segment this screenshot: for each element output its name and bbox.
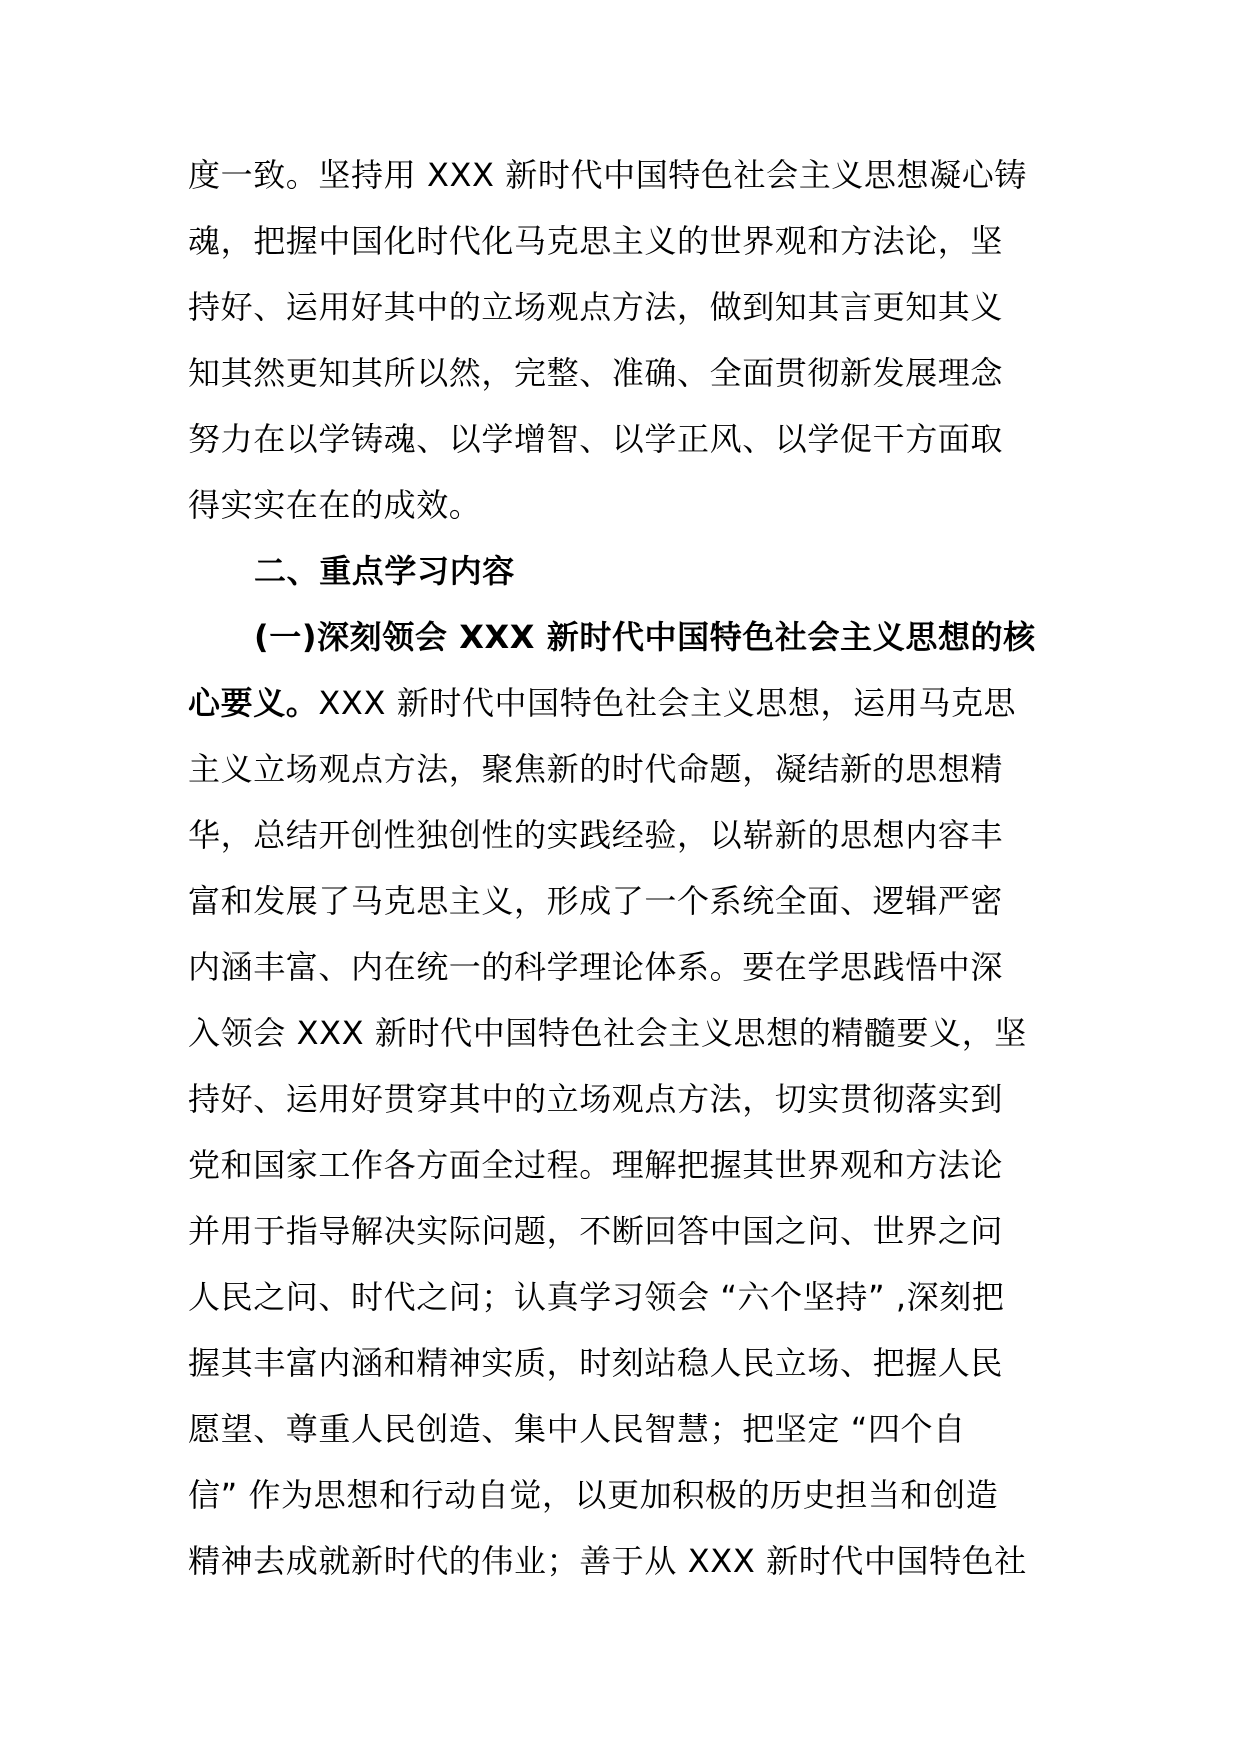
paragraph-line: 并用于指导解决实际问题，不断回答中国之问、世界之问 [188,1212,1004,1250]
subsection-heading: (一)深刻领会 XXX 新时代中国特色社会主义思想的核 [254,618,1036,656]
paragraph-line: 努力在以学铸魂、以学增智、以学正风、以学促干方面取 [188,420,1004,458]
paragraph-line: 内涵丰富、内在统一的科学理论体系。要在学思践悟中深 [188,948,1004,986]
paragraph-line: 愿望、尊重人民创造、集中人民智慧；把坚定 “四个自 [188,1410,966,1448]
paragraph-line: 得实实在在的成效。 [188,486,482,524]
paragraph-line: 魂，把握中国化时代化马克思主义的世界观和方法论，坚 [188,222,1004,260]
paragraph-line: 人民之问、时代之问；认真学习领会 “六个坚持” ,深刻把 [188,1278,1005,1316]
paragraph-line: 持好、运用好其中的立场观点方法，做到知其言更知其义 [188,288,1004,326]
subsection-text: XXX 新时代中国特色社会主义思想，运用马克思 [318,684,1017,722]
document-body [188,142,1058,1594]
paragraph-line: 信” 作为思想和行动自觉，以更加积极的历史担当和创造 [188,1476,999,1514]
paragraph-line: 党和国家工作各方面全过程。理解把握其世界观和方法论 [188,1146,1004,1184]
paragraph-line: 度一致。坚持用 XXX 新时代中国特色社会主义思想凝心铸 [188,156,1027,194]
paragraph-line: 精神去成就新时代的伟业；善于从 XXX 新时代中国特色社 [188,1542,1027,1580]
paragraph-line: 持好、运用好贯穿其中的立场观点方法，切实贯彻落实到 [188,1080,1004,1118]
section-heading: 二、重点学习内容 [254,552,515,590]
paragraph-line: 入领会 XXX 新时代中国特色社会主义思想的精髓要义，坚 [188,1014,1027,1052]
paragraph-line: 富和发展了马克思主义，形成了一个系统全面、逻辑严密 [188,882,1004,920]
paragraph-line: 知其然更知其所以然，完整、准确、全面贯彻新发展理念 [188,354,1004,392]
subsection-heading-end: 心要义。 [188,684,319,722]
paragraph-line: 握其丰富内涵和精神实质，时刻站稳人民立场、把握人民 [188,1344,1004,1382]
subsection-line-mixed [188,670,1058,736]
paragraph-line: 华，总结开创性独创性的实践经验，以崭新的思想内容丰 [188,816,1004,854]
paragraph-line: 主义立场观点方法，聚焦新的时代命题，凝结新的思想精 [188,750,1004,788]
